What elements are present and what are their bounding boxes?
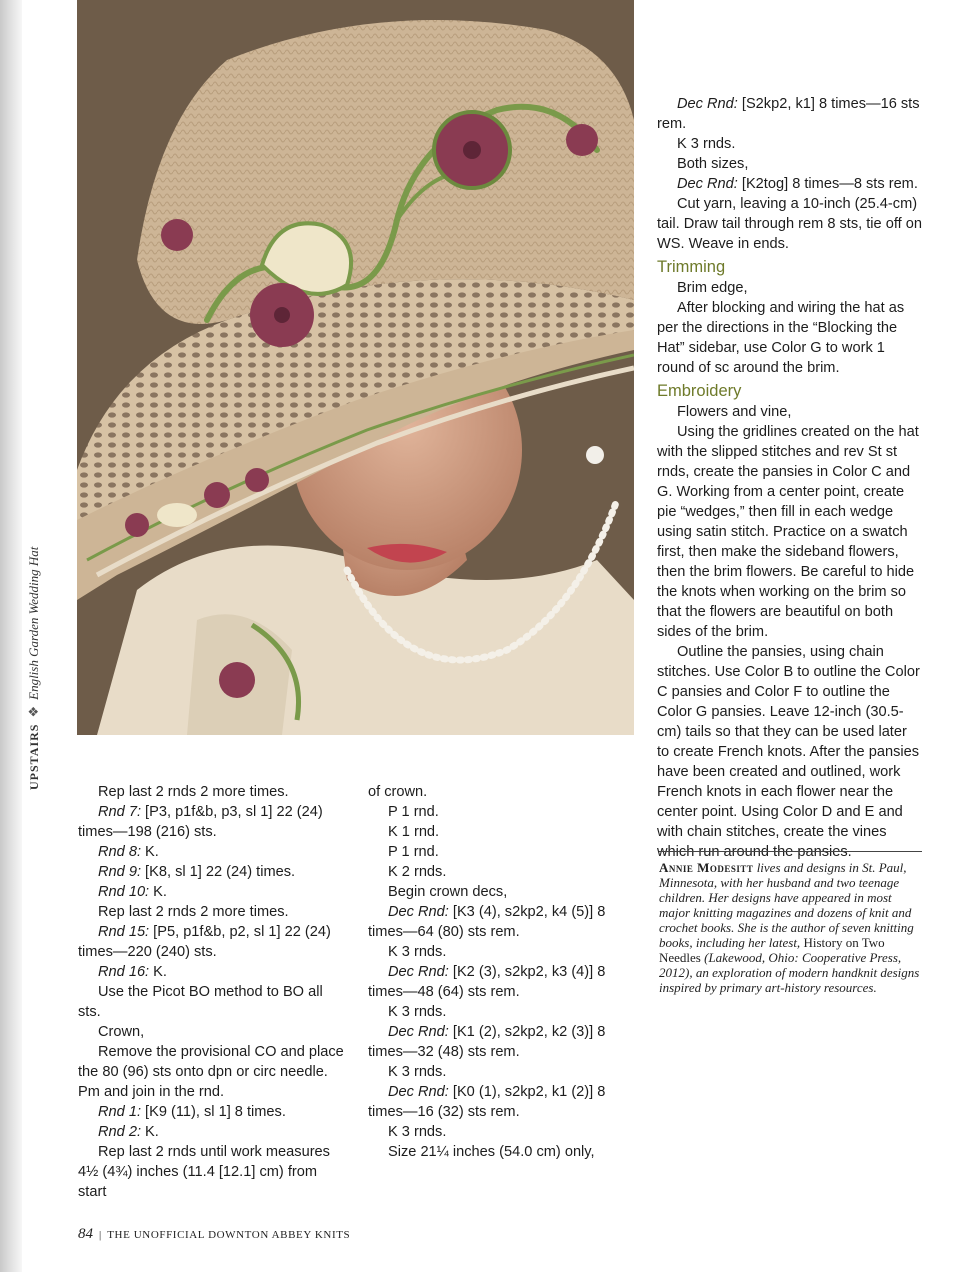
instruction-paragraph [78,882,346,902]
instruction-text: Size 21¼ inches (54.0 cm) only, [388,1144,595,1160]
instruction-paragraph [78,842,346,862]
instruction-text: K 1 rnd. [388,824,440,840]
instruction-text: K 3 rnds. [388,944,447,960]
instruction-text: Using the gridlines created on the hat with the slipped stitches and rev St st rnds, create the pansies in Color C and G. Working from a center point, create pie “wedges,” then fill in each wedge using satin stitch. Practice on a swatch first, then make the sideband flowers, then the brim flowers. Be careful to hide the knots when working on the brim so that the flowers are beautiful on both sides of the brim. [657,424,919,640]
author-name: Annie Modesitt [659,860,754,875]
instruction-text: Cut yarn, leaving a 10-inch (25.4-cm) tail. Draw tail through rem 8 sts, tie off on WS. Weave in ends. [657,196,922,252]
instruction-paragraph [657,298,922,378]
round-label: Rnd 10: [98,884,150,900]
round-label: Rnd 7: [98,804,141,820]
bio-text-2: (Lakewood, Ohio: Cooperative Press, 2012), an exploration of modern handknit designs inspired by primary art-history resources. [659,950,920,995]
instruction-text: Begin crown decs, [388,884,508,900]
instruction-text: [K9 (11), sl 1] 8 times. [141,1104,286,1120]
instruction-paragraph [657,402,922,422]
instruction-text: K. [149,884,167,900]
text-column-1 [78,782,346,1202]
instruction-text: K 3 rnds. [388,1064,447,1080]
instruction-paragraph [78,802,346,842]
instruction-paragraph [78,1022,346,1042]
hat-photo [77,0,634,735]
instruction-text: [K2tog] 8 times—8 sts rem. [737,176,918,192]
instruction-paragraph [657,174,922,194]
instruction-text: Both sizes, [677,156,749,172]
instruction-text: P 1 rnd. [388,844,439,860]
round-label: Rnd 1: [98,1104,141,1120]
round-label: Dec Rnd: [388,1084,449,1100]
instruction-text: Brim edge, [677,280,748,296]
instruction-text: K. [141,1124,159,1140]
round-label: Dec Rnd: [388,964,449,980]
round-label: Rnd 2: [98,1124,141,1140]
bio-text-1: lives and designs in St. Paul, Minnesota, with her husband and two teenage children. Her designs have appeared in most major knitting magazines and dozens of knit and crochet books. She is the author of seven knitting books, including her latest, [659,860,914,950]
page-number: 84 [78,1226,93,1242]
instruction-text: [K3 (4), s2kp2, k4 (5)] 8 times—64 (80) sts rem. [368,904,606,940]
instruction-paragraph [368,942,636,962]
round-label: Rnd 8: [98,844,141,860]
instruction-paragraph [368,1002,636,1022]
instruction-paragraph [657,422,922,642]
hat-illustration [77,0,634,735]
instruction-paragraph [78,1042,346,1102]
section-heading: Embroidery [657,382,742,400]
instruction-paragraph [657,134,922,154]
round-label: Dec Rnd: [388,904,449,920]
bio-book-title: History on Two Needles [659,935,885,965]
instruction-text: of crown. [368,784,428,800]
instruction-paragraph [368,1022,636,1062]
instruction-paragraph [368,962,636,1002]
running-head [26,547,42,790]
page-gutter-shadow [0,0,22,1272]
footer-separator: | [99,1229,102,1241]
round-label: Dec Rnd: [677,176,738,192]
instruction-text: [K1 (2), s2kp2, k2 (3)] 8 times—32 (48) sts rem. [368,1024,606,1060]
instruction-paragraph [657,278,922,298]
instruction-paragraph [78,1122,346,1142]
instruction-paragraph [78,982,346,1022]
instruction-paragraph [78,962,346,982]
instruction-text: K. [149,964,167,980]
instruction-paragraph [78,1142,346,1202]
instruction-text: [K8, sl 1] 22 (24) times. [141,864,296,880]
instruction-paragraph [78,902,346,922]
text-column-2 [368,782,636,1162]
page-footer [78,1226,350,1243]
instruction-text: Rep last 2 rnds 2 more times. [98,784,289,800]
instruction-text: [P5, p1f&b, p2, sl 1] 22 (24) times—220 (240) sts. [78,924,331,960]
text-column-3 [657,94,922,862]
instruction-paragraph [657,194,922,254]
instruction-text: K 3 rnds. [388,1004,447,1020]
instruction-text: K 2 rnds. [388,864,447,880]
instruction-text: K 3 rnds. [677,136,736,152]
round-label: Rnd 15: [98,924,150,940]
instruction-paragraph [368,782,636,802]
instruction-text: [P3, p1f&b, p3, sl 1] 22 (24) times—198 (216) sts. [78,804,323,840]
running-head-pattern-name: English Garden Wedding Hat [26,546,41,700]
instruction-text: K 3 rnds. [388,1124,447,1140]
instruction-text: [K0 (1), s2kp2, k1 (2)] 8 times—16 (32) sts rem. [368,1084,606,1120]
author-bio [659,851,922,995]
instruction-paragraph [657,94,922,134]
instruction-paragraph [368,802,636,822]
instruction-paragraph [78,782,346,802]
round-label: Dec Rnd: [388,1024,449,1040]
instruction-text: K. [141,844,159,860]
instruction-paragraph [368,882,636,902]
instruction-text: [S2kp2, k1] 8 times—16 sts rem. [657,96,920,132]
round-label: Rnd 9: [98,864,141,880]
instruction-paragraph [368,1142,636,1162]
instruction-paragraph [368,842,636,862]
instruction-paragraph [368,1122,636,1142]
instruction-text: Rep last 2 rnds until work measures 4½ (4¾) inches (11.4 [12.1] cm) from start [78,1144,330,1200]
round-label: Rnd 16: [98,964,150,980]
running-head-section: UPSTAIRS [27,723,41,790]
round-label: Dec Rnd: [677,96,738,112]
instruction-paragraph [368,822,636,842]
instruction-paragraph [78,862,346,882]
instruction-paragraph [78,1102,346,1122]
instruction-paragraph [368,902,636,942]
instruction-paragraph [657,642,922,862]
instruction-text: Outline the pansies, using chain stitches. Use Color B to outline the Color C pansies and Color F to outline the Color G pansies. Leave 12-inch (30.5-cm) tails so that they can be used later to create French knots. After the pansies have been created and outlined, work French knots in each flower near the center point. Using Color D and E and with chain stitches, create the vines which run around the pansies. [657,644,920,860]
instruction-text: Rep last 2 rnds 2 more times. [98,904,289,920]
running-head-separator: ❖ [26,705,41,718]
instruction-text: P 1 rnd. [388,804,439,820]
instruction-text: Flowers and vine, [677,404,792,420]
instruction-text: Remove the provisional CO and place the 80 (96) sts onto dpn or circ needle. Pm and join in the rnd. [78,1044,344,1100]
instruction-paragraph [78,922,346,962]
instruction-text: [K2 (3), s2kp2, k3 (4)] 8 times—48 (64) sts rem. [368,964,606,1000]
instruction-text: After blocking and wiring the hat as per the directions in the “Blocking the Hat” sidebar, use Color G to work 1 round of sc around the brim. [657,300,905,376]
section-heading: Trimming [657,258,726,276]
instruction-paragraph [657,154,922,174]
footer-book-title: THE UNOFFICIAL DOWNTON ABBEY KNITS [107,1229,351,1241]
instruction-text: Crown, [98,1024,145,1040]
instruction-paragraph [368,1062,636,1082]
instruction-paragraph [368,1082,636,1122]
instruction-paragraph [368,862,636,882]
instruction-text: Use the Picot BO method to BO all sts. [78,984,323,1020]
